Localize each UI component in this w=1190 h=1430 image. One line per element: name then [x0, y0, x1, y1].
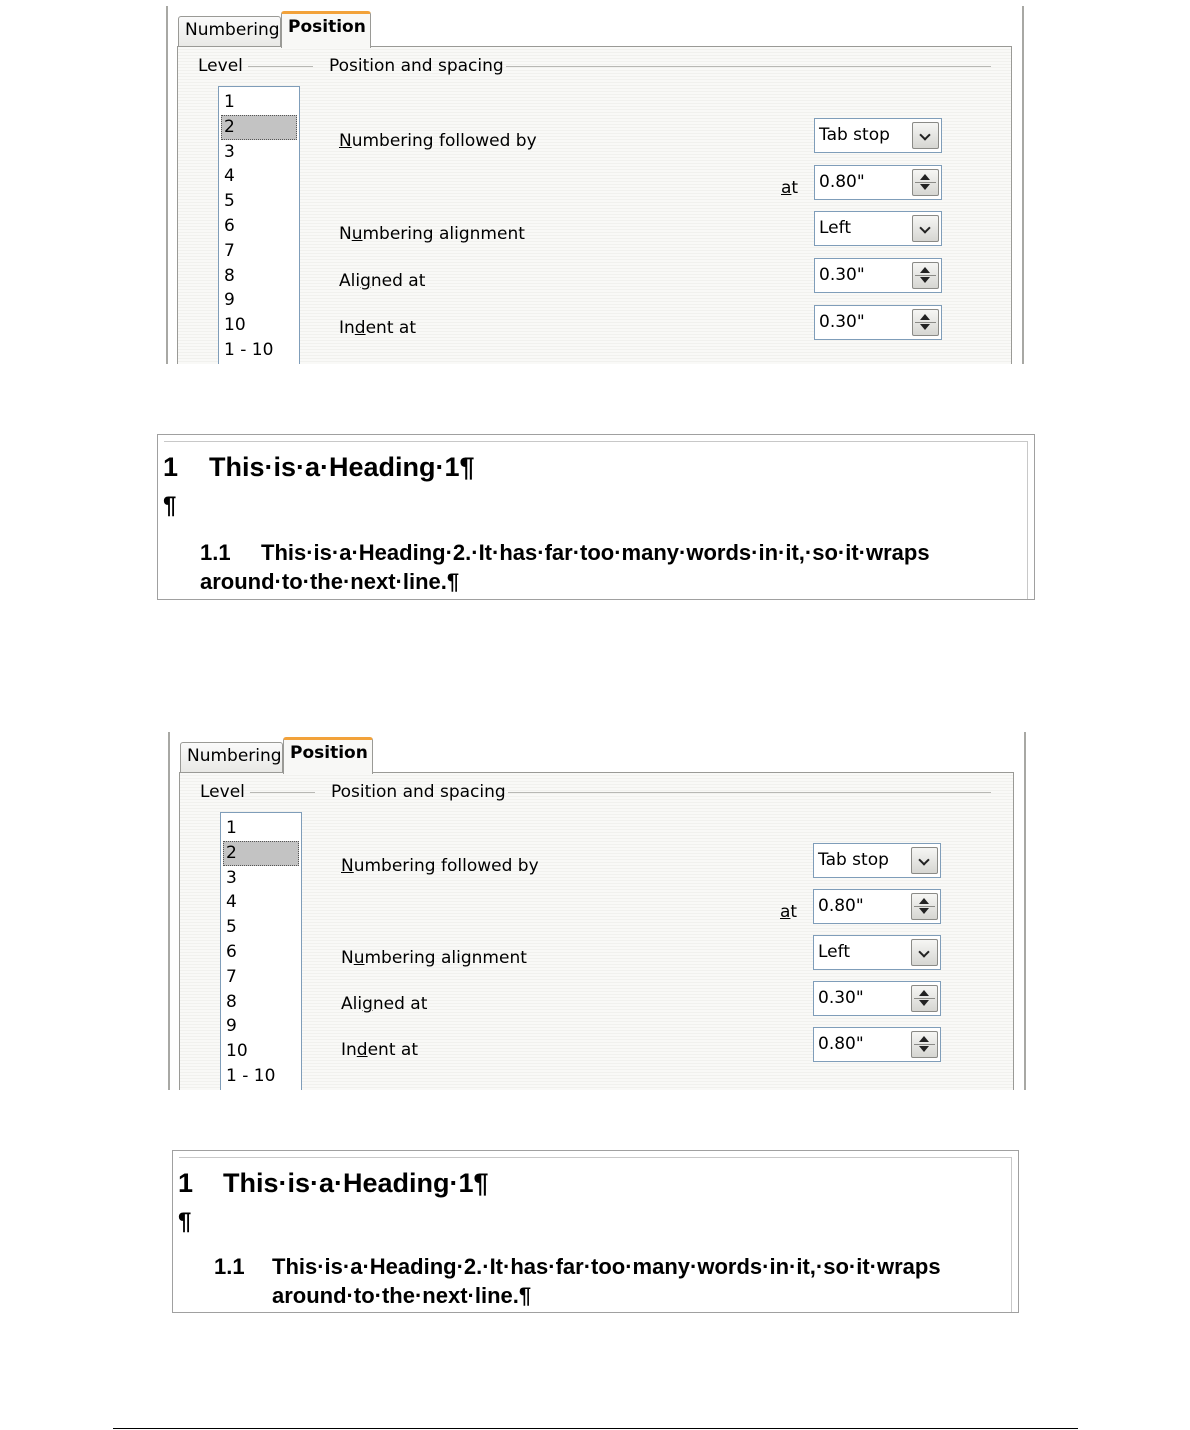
document-preview-2: [172, 1150, 1019, 1313]
heading-2-text: This·is·a·Heading·2.·It·has·far·too·many·words·in·it,·so·it·wraps: [272, 1254, 941, 1279]
spin-arrows-icon[interactable]: [911, 893, 938, 920]
indent-at-label: [339, 317, 416, 339]
at-spinfield[interactable]: [814, 165, 942, 200]
label-rest: t: [790, 902, 798, 922]
position-spacing-group-line: [506, 66, 991, 67]
level-item-10[interactable]: 10: [226, 1041, 248, 1062]
aligned-at-label: [341, 993, 427, 1015]
aligned-at-value: 0.30": [818, 988, 864, 1008]
mnemonic-u: u: [353, 948, 365, 968]
heading-1-number: 1: [163, 452, 179, 482]
numbering-followed-by-dropdown[interactable]: [813, 843, 941, 878]
aligned-at-value: 0.30": [819, 265, 865, 285]
label-prefix: In: [341, 1040, 357, 1060]
position-tab-panel: [179, 772, 1014, 1090]
heading-1-number: 1: [178, 1168, 194, 1198]
level-group-line: [250, 792, 315, 793]
numbering-alignment-label: [341, 947, 527, 969]
empty-paragraph-mark: ¶: [163, 492, 177, 519]
level-group-label: Level: [198, 56, 243, 76]
level-item-9[interactable]: 9: [226, 1016, 237, 1037]
spin-arrows-icon[interactable]: [912, 169, 939, 196]
indent-at-value: 0.80": [818, 1034, 864, 1054]
numbering-followed-by-value: Tab stop: [818, 850, 889, 870]
numbering-alignment-dropdown[interactable]: [814, 211, 942, 246]
mnemonic-g: g: [362, 994, 373, 1014]
spin-arrows-icon[interactable]: [912, 262, 939, 289]
level-item-5[interactable]: 5: [224, 191, 235, 212]
mnemonic-n: N: [341, 856, 354, 876]
position-spacing-group-label: Position and spacing: [329, 56, 504, 76]
mnemonic-d: d: [356, 1040, 368, 1060]
heading-1-text: This·is·a·Heading·1¶: [223, 1168, 489, 1198]
aligned-at-spinfield[interactable]: [813, 981, 941, 1016]
label-prefix: N: [339, 224, 352, 244]
aligned-at-label: [339, 270, 425, 292]
dialog-right-border: [1022, 6, 1024, 364]
level-item-4[interactable]: 4: [226, 892, 237, 913]
mnemonic-a: a: [780, 902, 791, 922]
level-item-1[interactable]: 1: [224, 92, 235, 112]
position-spacing-group-line: [508, 792, 991, 793]
tab-position[interactable]: Position: [283, 737, 373, 774]
numbering-followed-by-dropdown[interactable]: [814, 118, 942, 153]
heading-1-text: This·is·a·Heading·1¶: [209, 452, 475, 482]
heading-2-number: 1.1: [214, 1254, 245, 1279]
level-item-1[interactable]: 1: [226, 818, 237, 838]
label-rest: umbering followed by: [353, 856, 539, 876]
level-item-10[interactable]: 10: [224, 315, 246, 336]
label-rest: ent at: [365, 318, 416, 338]
label-rest: umbering followed by: [351, 131, 537, 151]
level-item-3[interactable]: 3: [226, 867, 237, 888]
numbering-followed-by-label: [341, 855, 539, 877]
label-rest: t: [791, 178, 799, 198]
numbering-alignment-value: Left: [819, 218, 851, 238]
at-label: [780, 901, 797, 923]
level-item-7[interactable]: 7: [226, 966, 237, 987]
at-value: 0.80": [819, 172, 865, 192]
numbering-alignment-value: Left: [818, 942, 850, 962]
at-value: 0.80": [818, 896, 864, 916]
level-item-2[interactable]: 2: [221, 115, 297, 140]
chevron-down-icon[interactable]: [912, 215, 939, 242]
tab-position[interactable]: Position: [281, 11, 371, 48]
label-rest: ent at: [367, 1040, 418, 1060]
spin-arrows-icon[interactable]: [911, 985, 938, 1012]
indent-at-spinfield[interactable]: [813, 1027, 941, 1062]
level-item-5[interactable]: 5: [226, 917, 237, 938]
mnemonic-d: d: [354, 318, 366, 338]
label-rest: ned at: [372, 994, 428, 1014]
numbering-alignment-label: [339, 223, 525, 245]
mnemonic-a: a: [781, 178, 792, 198]
label-prefix: In: [339, 318, 355, 338]
level-item-7[interactable]: 7: [224, 240, 235, 261]
indent-at-value: 0.30": [819, 312, 865, 332]
numbering-followed-by-value: Tab stop: [819, 125, 890, 145]
heading-2-text: This·is·a·Heading·2.·It·has·far·too·many·words·in·it,·so·it·wraps: [261, 540, 930, 565]
label-prefix: Ali: [339, 271, 361, 291]
level-item-6[interactable]: 6: [226, 941, 237, 962]
chevron-down-icon[interactable]: [911, 847, 938, 874]
label-rest: mbering alignment: [362, 224, 525, 244]
at-label: [781, 177, 798, 199]
chevron-down-icon[interactable]: [912, 122, 939, 149]
mnemonic-u: u: [351, 224, 363, 244]
bullets-numbering-dialog-1: [166, 6, 1024, 364]
level-item-6[interactable]: 6: [224, 215, 235, 236]
level-item-4[interactable]: 4: [224, 166, 235, 187]
level-item-8[interactable]: 8: [226, 991, 237, 1012]
label-prefix: Ali: [341, 994, 363, 1014]
level-item-1-10[interactable]: 1 - 10: [224, 339, 274, 360]
heading-2-number: 1.1: [200, 540, 231, 565]
dialog-right-border: [1024, 732, 1026, 1090]
level-item-3[interactable]: 3: [224, 141, 235, 162]
indent-at-spinfield[interactable]: [814, 305, 942, 340]
numbering-alignment-dropdown[interactable]: [813, 935, 941, 970]
spin-arrows-icon[interactable]: [912, 309, 939, 336]
page-footer-rule: [113, 1428, 1078, 1429]
numbering-followed-by-label: [339, 130, 537, 152]
dialog-left-border: [166, 6, 168, 364]
dialog-left-border: [168, 732, 170, 1090]
heading-2-text-continued: around·to·the·next·line.¶: [200, 569, 460, 594]
tab-strip: [168, 732, 1026, 772]
at-spinfield[interactable]: [813, 889, 941, 924]
label-rest: mbering alignment: [364, 948, 527, 968]
position-spacing-group-label: Position and spacing: [331, 782, 506, 802]
level-group-label: Level: [200, 782, 245, 802]
tab-strip: [166, 6, 1024, 46]
aligned-at-spinfield[interactable]: [814, 258, 942, 293]
bullets-numbering-dialog-2: [168, 732, 1026, 1090]
mnemonic-n: N: [339, 131, 352, 151]
level-list[interactable]: [220, 812, 302, 1090]
empty-paragraph-mark: ¶: [178, 1208, 192, 1235]
mnemonic-g: g: [360, 271, 371, 291]
tab-numbering[interactable]: Numbering: [178, 16, 281, 46]
tab-numbering[interactable]: Numbering: [180, 742, 283, 772]
level-list[interactable]: [218, 86, 300, 364]
chevron-down-icon[interactable]: [911, 939, 938, 966]
level-item-8[interactable]: 8: [224, 265, 235, 286]
level-item-2[interactable]: 2: [223, 841, 299, 866]
level-group-line: [248, 66, 313, 67]
level-item-9[interactable]: 9: [224, 290, 235, 311]
document-preview-1: [157, 434, 1035, 600]
heading-2-text-continued: around·to·the·next·line.¶: [272, 1283, 532, 1308]
label-prefix: N: [341, 948, 354, 968]
label-rest: ned at: [370, 271, 426, 291]
indent-at-label: [341, 1039, 418, 1061]
position-tab-panel: [177, 46, 1012, 364]
level-item-1-10[interactable]: 1 - 10: [226, 1065, 276, 1086]
spin-arrows-icon[interactable]: [911, 1031, 938, 1058]
